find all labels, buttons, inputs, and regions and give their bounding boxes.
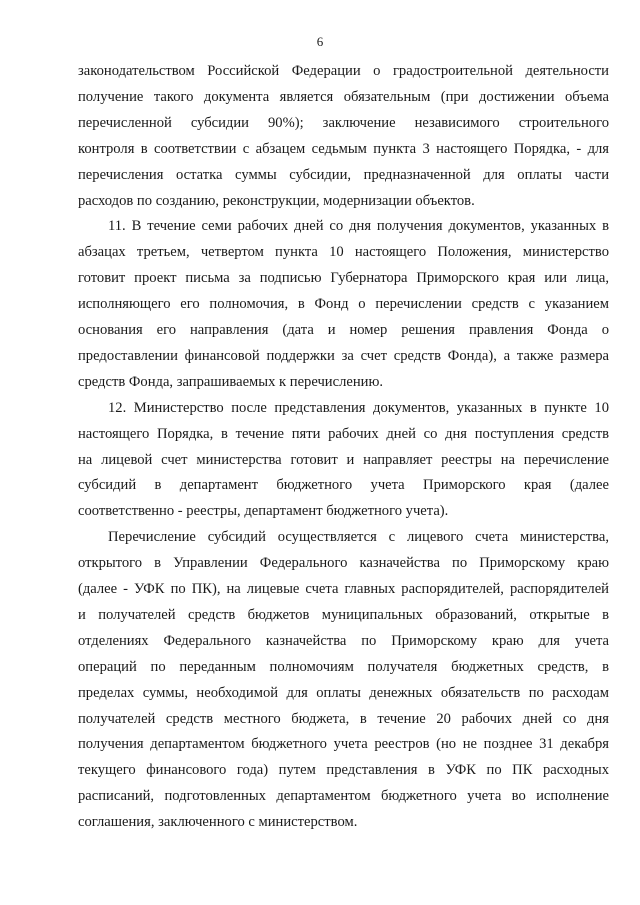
text-line: законодательством Российской Федерации о градостроительной деятельности	[78, 63, 609, 79]
text-line: контроля в соответствии с абзацем седьмым пункта 3 настоящего Порядка, - для	[78, 140, 609, 157]
text-line: расходов по созданию, реконструкции, модернизации объектов.	[78, 192, 475, 209]
text-line: средств Фонда, запрашиваемых к перечислению.	[78, 373, 384, 390]
text-line: получателей средств местного бюджета, в течение 20 рабочих дней со дня	[78, 710, 609, 727]
text-line: пределах суммы, необходимой для оплаты денежных обязательств по расходам	[78, 684, 609, 701]
text-line: перечисления остатка суммы субсидии, предназначенной для оплаты части	[78, 166, 609, 183]
text-line: соответственно - реестры, департамент бюджетного учета).	[78, 503, 449, 520]
text-line: готовит проект письма за подписью Губернатора Приморского края или лица,	[78, 270, 609, 287]
text-line: исполняющего его полномочия, в Фонд о перечислении средств с указанием	[78, 296, 609, 313]
text-line: и получателей средств бюджетов муниципальных образований, открытые в	[78, 606, 609, 623]
text-line: 11. В течение семи рабочих дней со дня получения документов, указанных в	[108, 218, 609, 235]
text-line: 12. Министерство после представления документов, указанных в пункте 10	[108, 399, 609, 416]
text-line: получение такого документа является обязательным (при достижении объема	[78, 88, 609, 105]
text-line: основания его направления (дата и номер решения правления Фонда о	[78, 322, 609, 338]
text-line: операций по переданным полномочиям получателя бюджетных средств, в	[78, 658, 609, 675]
text-line: соглашения, заключенного с министерством.	[78, 814, 358, 831]
text-line: субсидий в департамент бюджетного учета Приморского края (далее	[78, 477, 609, 494]
text-line: открытого в Управлении Федерального казначейства по Приморскому краю	[78, 555, 609, 572]
text-line: текущего финансового года) путем представления в УФК по ПК расходных	[78, 762, 609, 779]
text-line: получения департаментом бюджетного учета реестров (но не позднее 31 декабря	[78, 736, 609, 753]
text-line: Перечисление субсидий осуществляется с лицевого счета министерства,	[108, 529, 609, 546]
text-line: абзацах третьем, четвертом пункта 10 настоящего Положения, министерство	[78, 244, 609, 261]
text-line: предоставлении финансовой поддержки за счет средств Фонда), а также размера	[78, 347, 609, 364]
text-line: настоящего Порядка, в течение пяти рабочих дней со дня поступления средств	[78, 425, 609, 442]
text-line: на лицевой счет министерства готовит и направляет реестры на перечисление	[78, 451, 609, 468]
text-line: перечисленной субсидии 90%); заключение независимого строительного	[78, 114, 609, 131]
text-line: расписаний, подготовленных департаментом бюджетного учета во исполнение	[78, 788, 609, 805]
text-line: (далее - УФК по ПК), на лицевые счета главных распорядителей, распорядителей	[78, 581, 609, 597]
page-number: 6	[316, 34, 324, 49]
text-line: отделениях Федерального казначейства по Приморскому краю для учета	[78, 632, 609, 649]
